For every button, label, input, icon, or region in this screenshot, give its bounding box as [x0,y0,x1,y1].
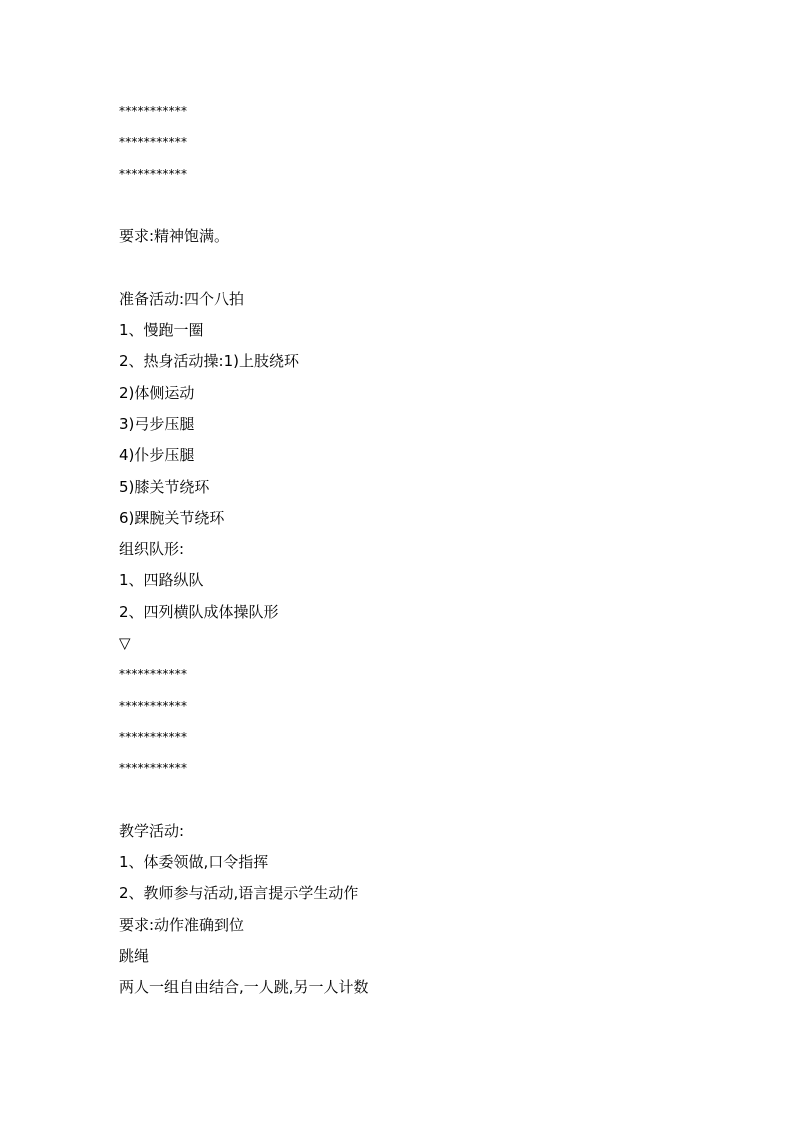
document-page [119,96,719,1004]
warmup-heading: 准备活动:四个八拍 [119,289,245,308]
warmup-item: 1、慢跑一圈 [119,321,204,340]
jump-rope-description: 两人一组自由结合,一人跳,另一人计数 [119,978,369,997]
formation-heading: 组织队形: [119,540,185,559]
teaching-requirement: 要求:动作准确到位 [119,915,245,934]
star-row: *********** [119,761,188,776]
teaching-item: 2、教师参与活动,语言提示学生动作 [119,884,359,903]
warmup-item: 6)踝腕关节绕环 [119,508,225,527]
star-row: *********** [119,729,188,744]
teacher-triangle-icon: ▽ [119,634,131,653]
warmup-item: 2)体侧运动 [119,383,195,402]
jump-rope-heading: 跳绳 [119,947,150,966]
warmup-item: 3)弓步压腿 [119,414,195,433]
teaching-item: 1、体委领做,口令指挥 [119,853,269,872]
star-row: *********** [119,104,188,118]
star-row: *********** [119,698,188,713]
star-row: *********** [119,667,188,682]
star-row: *********** [119,166,188,181]
spacer [119,785,719,816]
spacer [119,252,719,283]
spacer [119,190,719,221]
requirement-text: 要求:精神饱满。 [119,227,230,246]
warmup-item: 4)仆步压腿 [119,446,195,465]
formation-item: 1、四路纵队 [119,571,204,590]
star-row: *********** [119,135,188,150]
teaching-heading: 教学活动: [119,821,185,840]
warmup-item: 5)膝关节绕环 [119,477,210,496]
warmup-item: 2、热身活动操:1)上肢绕环 [119,352,299,371]
formation-item: 2、四列横队成体操队形 [119,602,279,621]
